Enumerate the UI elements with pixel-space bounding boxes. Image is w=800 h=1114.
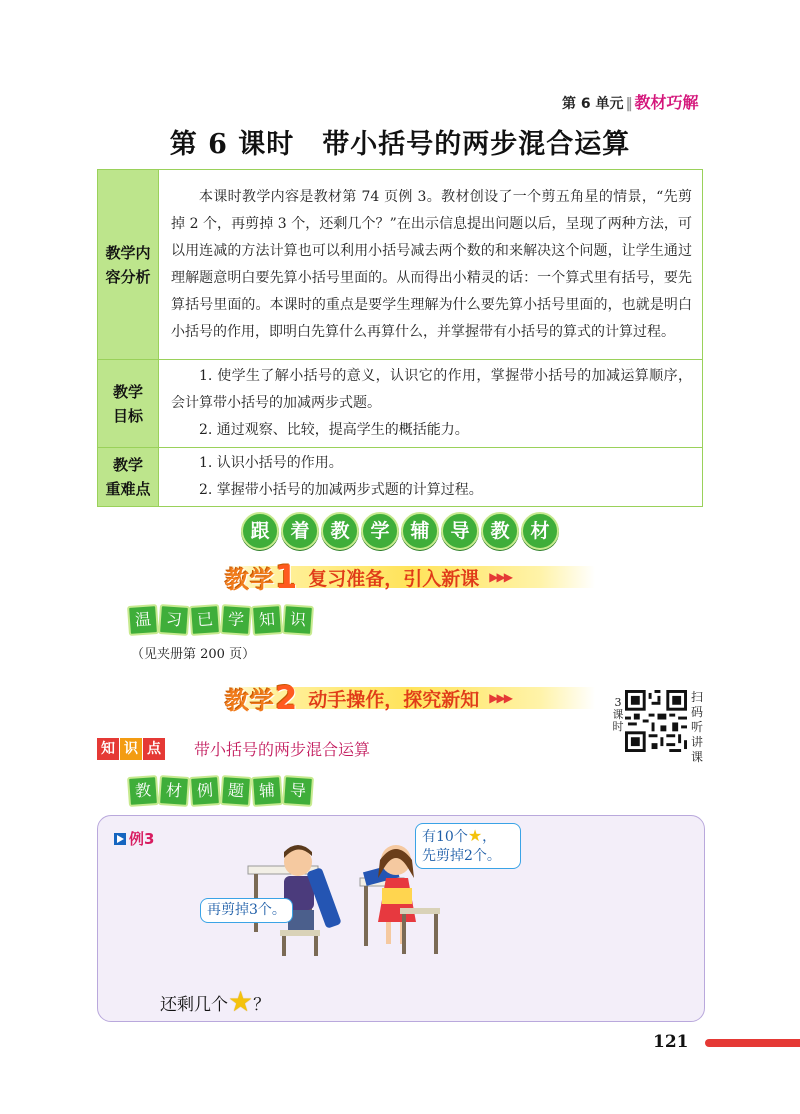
- heading-char: 教: [321, 512, 359, 550]
- badge-char: 知: [97, 738, 119, 760]
- example-tag: [128, 776, 313, 806]
- row-body-content-analysis: [159, 170, 703, 360]
- bubble-line: 先剪掉2个。: [422, 848, 501, 864]
- qr-right-char: 课: [690, 750, 703, 764]
- question-text: 还剩几个: [160, 994, 228, 1015]
- step1-number: 教学1: [225, 558, 299, 596]
- page-number-bar: [705, 1039, 800, 1047]
- row-head-content-analysis: [98, 170, 159, 360]
- knowledge-point: [97, 737, 370, 760]
- step1-banner: [225, 558, 595, 596]
- arrows-icon: ▶▶▶: [489, 691, 511, 705]
- tag-char: 辅: [251, 775, 283, 807]
- table-row: [98, 170, 703, 360]
- play-icon: [114, 833, 126, 845]
- knowledge-badge: [97, 738, 166, 760]
- review-tag: [128, 605, 313, 635]
- row-body-key-points: [159, 448, 703, 507]
- row-head-line: 教学: [112, 456, 143, 474]
- star-icon: ★: [228, 985, 254, 1018]
- heading-char: 学: [361, 512, 399, 550]
- arrows-icon: ▶▶▶: [489, 570, 511, 584]
- heading-char: 教: [481, 512, 519, 550]
- row-head-line: 教学: [112, 382, 143, 401]
- tag-char: 导: [282, 775, 314, 807]
- example-label-text: 例3: [129, 830, 155, 848]
- row-body-objectives: [159, 360, 703, 448]
- knowledge-title: 带小括号的两步混合运算: [194, 740, 371, 759]
- tag-char: 知: [251, 604, 283, 636]
- tag-char: 材: [158, 775, 190, 807]
- lesson-info-table: [97, 169, 703, 507]
- example-label: [114, 828, 154, 849]
- section-heading: [0, 512, 800, 550]
- review-note: （见夹册第 200 页）: [131, 647, 256, 662]
- paragraph: 1. 使学生了解小括号的意义，认识它的作用，掌握带小括号的加减运算顺序，会计算带小括号的加减两步式题。: [171, 368, 692, 411]
- badge-char: 点: [143, 738, 165, 760]
- row-head-objectives: [98, 360, 159, 448]
- example-question: [160, 985, 271, 1018]
- table-row: [98, 360, 703, 448]
- row-head-line: 目标: [112, 406, 143, 425]
- girl-speech-bubble: [415, 823, 521, 869]
- heading-char: 跟: [241, 512, 279, 550]
- tag-char: 题: [220, 775, 252, 807]
- step2-title: 动手操作，探究新知: [308, 688, 480, 711]
- badge-char: 识: [120, 738, 142, 760]
- tag-char: 教: [127, 775, 159, 807]
- row-head-line: 教学内: [105, 243, 151, 262]
- qr-right-char: 扫: [690, 690, 703, 704]
- star-icon: ★: [467, 826, 483, 845]
- tag-char: 习: [158, 604, 190, 636]
- heading-char: 着: [281, 512, 319, 550]
- tag-char: 例: [189, 775, 221, 807]
- qr-right-char: 讲: [690, 735, 703, 749]
- qr-side-char: 课: [612, 708, 624, 721]
- paragraph: 本课时教学内容是教材第 74 页例 3。教材创设了一个剪五角星的情景，“先剪掉 2 个，再剪掉 3 个，还剩几个？”在出示信息提出问题以后，呈现了两种方法，可以用连减的方法计算也可以利用小括号减去两个数的和来解决这个问题，让学生通过理解题意明白要先算小括号里面的。从而得出小精灵的话：一个算式里有括号，要先算括号里面的。本课时的重点是要学生理解为什么要先算小括号里面的，也就是明白小括号的作用，即明白先算什么再算什么，并掌握带有小括号的算式的计算过程。: [171, 188, 692, 340]
- row-head-key-points: [98, 448, 159, 507]
- qr-right-label: [690, 690, 704, 765]
- page-title: 第 6 课时 带小括号的两步混合运算: [169, 129, 631, 160]
- heading-char: 辅: [401, 512, 439, 550]
- bubble-line: 有10个★，: [422, 826, 497, 845]
- question-mark: ？: [253, 994, 271, 1015]
- qr-side-char: 3: [614, 696, 622, 709]
- paragraph: 2. 掌握带小括号的加减两步式题的计算过程。: [199, 482, 483, 498]
- tag-char: 学: [220, 604, 252, 636]
- step2-banner: [225, 679, 595, 717]
- qr-code-icon[interactable]: [625, 690, 687, 752]
- tag-char: 温: [127, 604, 159, 636]
- heading-char: 材: [521, 512, 559, 550]
- tag-char: 已: [189, 604, 221, 636]
- series-label: 教材巧解: [634, 93, 699, 112]
- step2-number: 教学2: [225, 679, 299, 717]
- paragraph: 1. 认识小括号的作用。: [199, 455, 343, 471]
- boy-speech-bubble: 再剪掉3个。: [200, 898, 293, 923]
- row-head-line: 容分析: [105, 267, 151, 286]
- paragraph: 2. 通过观察、比较，提高学生的概括能力。: [199, 422, 469, 438]
- unit-label: 第 6 单元: [562, 96, 624, 112]
- unit-tag: 第 6 单元 ‖ 教材巧解: [562, 93, 699, 112]
- page-number: 121: [653, 1032, 689, 1052]
- heading-char: 导: [441, 512, 479, 550]
- row-head-line: 重难点: [105, 480, 151, 498]
- step1-title: 复习准备，引入新课: [308, 567, 480, 590]
- qr-side-label: [611, 697, 625, 733]
- qr-right-char: 听: [690, 720, 703, 734]
- tag-char: 识: [282, 604, 314, 636]
- table-row: [98, 448, 703, 507]
- qr-side-char: 时: [612, 720, 624, 733]
- qr-right-char: 码: [690, 705, 703, 719]
